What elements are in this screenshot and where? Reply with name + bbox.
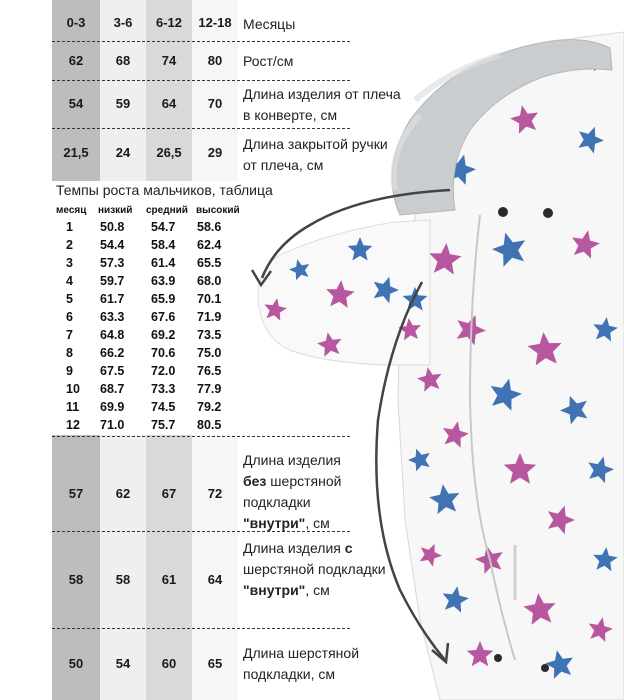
growth-cell-mid: 73.3 bbox=[151, 382, 176, 396]
size-cell: 54 bbox=[68, 96, 84, 111]
growth-cell-low: 63.3 bbox=[100, 310, 125, 324]
growth-cell-high: 68.0 bbox=[197, 274, 222, 288]
size-cell: 29 bbox=[207, 145, 223, 160]
growth-cell-mid: 67.6 bbox=[151, 310, 176, 324]
size-cell: 62 bbox=[115, 486, 131, 501]
growth-cell-low: 57.3 bbox=[100, 256, 125, 270]
growth-cell-low: 54.4 bbox=[100, 238, 125, 252]
growth-cell-month: 4 bbox=[66, 274, 73, 288]
size-row-label: Длина шерстяной подкладки, см bbox=[243, 645, 360, 682]
size-cell: 65 bbox=[207, 656, 223, 671]
growth-cell-low: 66.2 bbox=[100, 346, 125, 360]
size-cell: 24 bbox=[115, 145, 131, 160]
row-separator bbox=[52, 436, 350, 437]
size-cell: 54 bbox=[115, 656, 131, 671]
growth-cell-high: 77.9 bbox=[197, 382, 222, 396]
growth-cell-high: 80.5 bbox=[197, 418, 222, 432]
size-cell: 72 bbox=[207, 486, 223, 501]
growth-cell-high: 75.0 bbox=[197, 346, 222, 360]
growth-cell-high: 71.9 bbox=[197, 310, 222, 324]
growth-cell-mid: 61.4 bbox=[151, 256, 176, 270]
size-cell: 59 bbox=[115, 96, 131, 111]
growth-cell-mid: 58.4 bbox=[151, 238, 176, 252]
growth-cell-low: 59.7 bbox=[100, 274, 125, 288]
size-row-label: Длина закрытой ручки от плеча, см bbox=[243, 136, 388, 173]
growth-cell-low: 68.7 bbox=[100, 382, 125, 396]
size-row-label: Длина изделия с шерстяной подкладки "внутри", см bbox=[243, 540, 386, 598]
growth-cell-month: 7 bbox=[66, 328, 73, 342]
size-cell: 26,5 bbox=[156, 145, 182, 160]
growth-cell-mid: 63.9 bbox=[151, 274, 176, 288]
growth-cell-month: 11 bbox=[66, 400, 80, 414]
header-high: высокий bbox=[196, 205, 240, 216]
size-row-label: Месяцы bbox=[243, 16, 296, 32]
size-cell: 50 bbox=[68, 656, 84, 671]
growth-cell-month: 10 bbox=[66, 382, 80, 396]
growth-cell-low: 50.8 bbox=[100, 220, 125, 234]
growth-cell-high: 70.1 bbox=[197, 292, 222, 306]
growth-cell-month: 2 bbox=[66, 238, 73, 252]
growth-cell-low: 67.5 bbox=[100, 364, 125, 378]
size-row-label: Рост/см bbox=[243, 53, 294, 69]
size-cell: 70 bbox=[207, 96, 223, 111]
size-row-label: Длина изделия от плеча в конверте, см bbox=[243, 86, 401, 123]
size-cell: 64 bbox=[207, 572, 223, 587]
header-low: низкий bbox=[98, 205, 133, 216]
growth-cell-month: 5 bbox=[66, 292, 73, 306]
growth-cell-mid: 69.2 bbox=[151, 328, 176, 342]
size-cell: 67 bbox=[161, 486, 177, 501]
growth-cell-low: 61.7 bbox=[100, 292, 125, 306]
growth-cell-high: 73.5 bbox=[197, 328, 222, 342]
size-cell: 3-6 bbox=[113, 15, 133, 30]
growth-cell-mid: 75.7 bbox=[151, 418, 176, 432]
growth-cell-mid: 74.5 bbox=[151, 400, 176, 414]
size-cell: 64 bbox=[161, 96, 177, 111]
growth-cell-month: 6 bbox=[66, 310, 73, 324]
size-cell: 0-3 bbox=[66, 15, 86, 30]
header-month: месяц bbox=[56, 205, 87, 216]
growth-cell-mid: 54.7 bbox=[151, 220, 176, 234]
size-cell: 58 bbox=[68, 572, 84, 587]
growth-cell-mid: 70.6 bbox=[151, 346, 176, 360]
growth-cell-mid: 65.9 bbox=[151, 292, 176, 306]
growth-cell-high: 65.5 bbox=[197, 256, 222, 270]
size-cell: 60 bbox=[161, 656, 177, 671]
row-separator bbox=[52, 128, 350, 129]
size-cell: 62 bbox=[68, 53, 84, 68]
size-cell: 61 bbox=[161, 572, 177, 587]
size-cell: 80 bbox=[207, 53, 223, 68]
growth-table-title: Темпы роста мальчиков, таблица bbox=[56, 182, 273, 198]
growth-cell-month: 1 bbox=[66, 220, 73, 234]
size-cell: 21,5 bbox=[63, 145, 89, 160]
size-cell: 57 bbox=[68, 486, 84, 501]
growth-cell-month: 12 bbox=[66, 418, 80, 432]
growth-cell-month: 9 bbox=[66, 364, 73, 378]
growth-cell-low: 69.9 bbox=[100, 400, 125, 414]
row-separator bbox=[52, 41, 350, 42]
row-separator bbox=[52, 80, 350, 81]
size-cell: 58 bbox=[115, 572, 131, 587]
size-cell: 68 bbox=[115, 53, 131, 68]
size-cell: 74 bbox=[161, 53, 177, 68]
growth-cell-high: 62.4 bbox=[197, 238, 222, 252]
growth-cell-mid: 72.0 bbox=[151, 364, 176, 378]
growth-cell-month: 3 bbox=[66, 256, 73, 270]
growth-cell-month: 8 bbox=[66, 346, 73, 360]
size-cell: 12-18 bbox=[198, 15, 232, 30]
growth-cell-high: 76.5 bbox=[197, 364, 222, 378]
size-cell: 6-12 bbox=[155, 15, 183, 30]
size-row-label: Длина изделия без шерстяной подкладки "внутри", см bbox=[243, 452, 342, 531]
row-separator bbox=[52, 628, 350, 629]
growth-cell-low: 71.0 bbox=[100, 418, 125, 432]
growth-cell-low: 64.8 bbox=[100, 328, 125, 342]
header-mid: средний bbox=[146, 205, 188, 216]
growth-cell-high: 79.2 bbox=[197, 400, 222, 414]
growth-cell-high: 58.6 bbox=[197, 220, 222, 234]
